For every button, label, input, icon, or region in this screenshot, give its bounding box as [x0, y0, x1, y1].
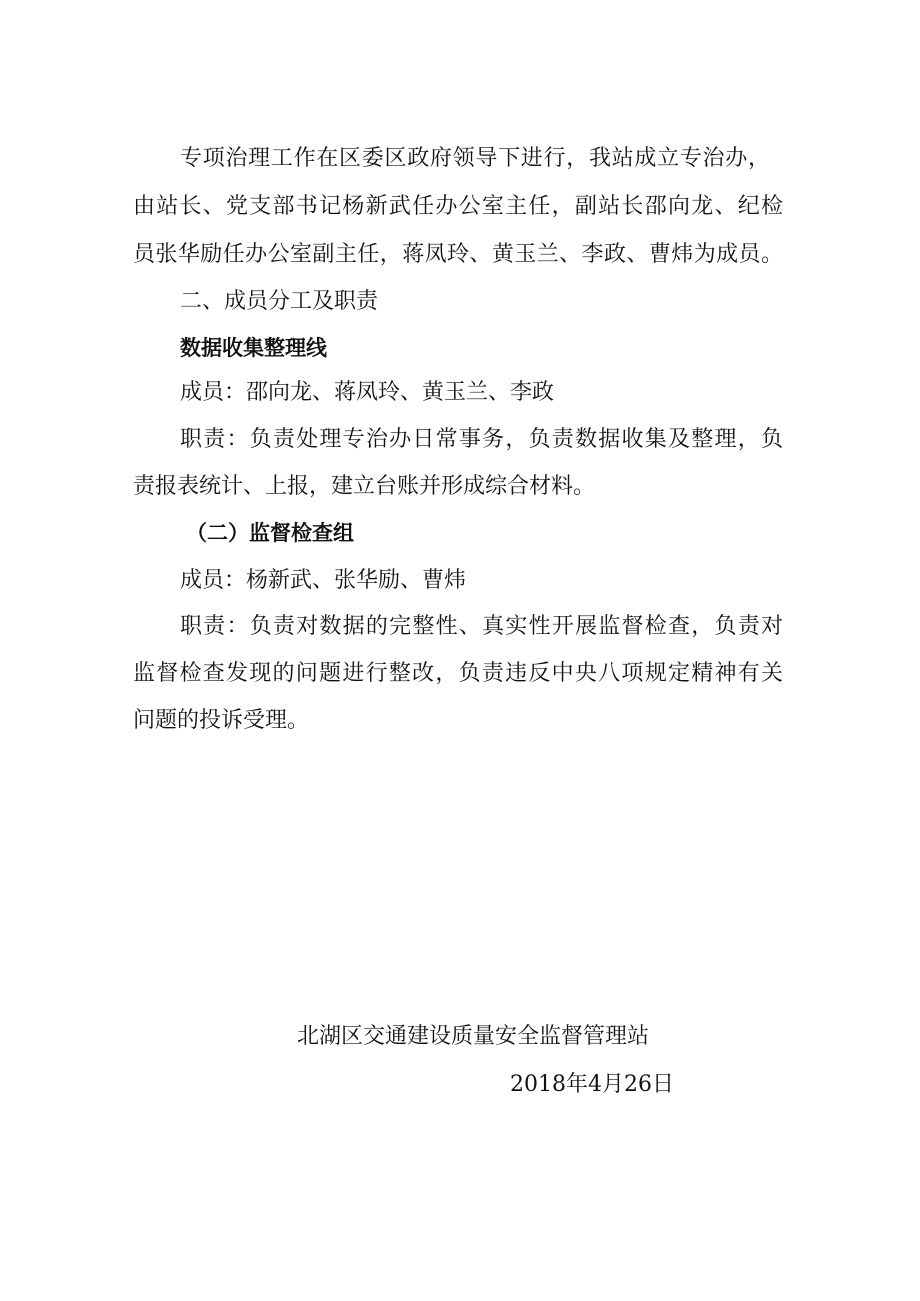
group2-duty-line-1: 职责：负责对数据的完整性、真实性开展监督检查，负责对	[180, 614, 783, 639]
signature-date: 2018年4月26日	[510, 1072, 674, 1097]
intro-line-3: 员张华励任办公室副主任，蒋凤玲、黄玉兰、李政、曹炜为成员。	[133, 242, 783, 267]
group-heading-supervision: （二）监督检查组	[186, 520, 354, 545]
intro-line-2: 由站长、党支部书记杨新武任办公室主任，副站长邵向龙、纪检	[133, 194, 783, 219]
group-heading-data-collection: 数据收集整理线	[180, 335, 327, 360]
group2-members: 成员：杨新武、张华励、曹炜	[180, 568, 467, 593]
section-heading-duties: 二、成员分工及职责	[180, 289, 379, 314]
group1-duty-line-1: 职责：负责处理专治办日常事务，负责数据收集及整理，负	[180, 427, 783, 452]
group2-duty-line-3: 问题的投诉受理。	[133, 708, 310, 733]
group1-members: 成员：邵向龙、蒋凤玲、黄玉兰、李政	[180, 380, 555, 405]
signature-organization: 北湖区交通建设质量安全监督管理站	[297, 1024, 650, 1049]
group2-duty-line-2: 监督检查发现的问题进行整改，负责违反中央八项规定精神有关	[133, 661, 783, 686]
group1-duty-line-2: 责报表统计、上报，建立台账并形成综合材料。	[133, 474, 596, 499]
intro-line-1: 专项治理工作在区委区政府领导下进行，我站成立专治办，	[180, 146, 770, 171]
